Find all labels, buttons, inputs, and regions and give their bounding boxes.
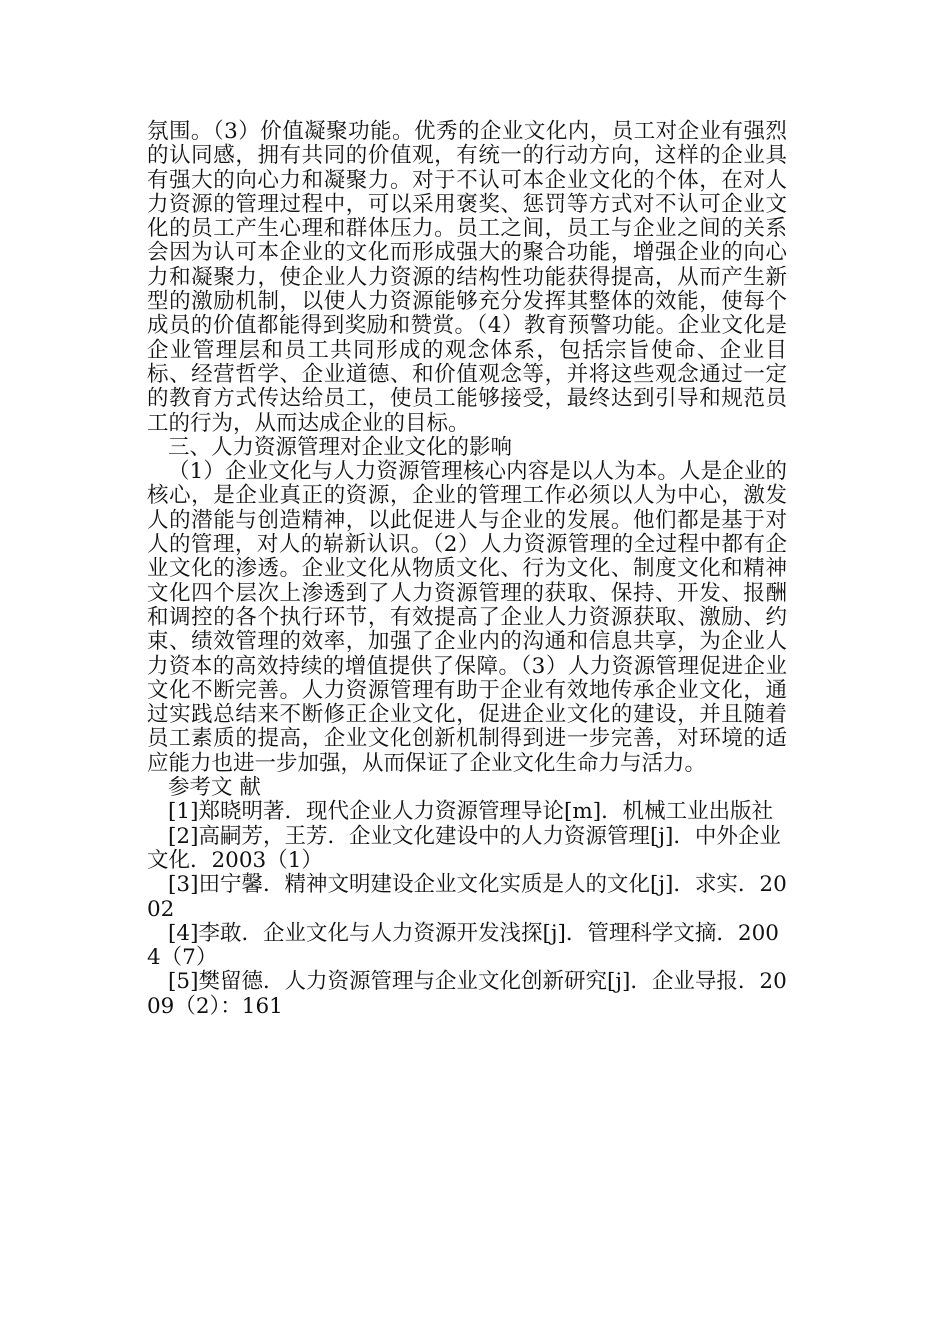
reference-item: [4]李敢．企业文化与人力资源开发浅探[j]．管理科学文摘．2004（7） xyxy=(147,920,779,971)
reference-item: [2]高嗣芳，王芳．企业文化建设中的人力资源管理[j]．中外企业文化．2003（1） xyxy=(147,823,781,873)
references-list xyxy=(147,800,787,1019)
body-paragraph: 氛围。（3）价值凝聚功能。优秀的企业文化内，员工对企业有强烈的认同感，拥有共同的价值观，有统一的行动方向，这样的企业具有强大的向心力和凝聚力。对于不认可本企业文化的个体，在对人力资源的管理过程中，可以采用褒奖、惩罚等方式对不认可企业文化的员工产生心理和群体压力。员工之间，员工与企业之间的关系会因为认可本企业的文化而形成强大的聚合功能，增强企业的向心力和凝聚力，使企业人力资源的结构性功能获得提高，从而产生新型的激励机制，以使人力资源能够充分发挥其整体的效能，使每个成员的价值都能得到奖励和赞赏。（4）教育预警功能。企业文化是企业管理层和员工共同形成的观念体系，包括宗旨使命、企业目标、经营哲学、企业道德、和价值观念等，并将这些观念通过一定的教育方式传达给员工，使员工能够接受，最终达到引导和规范员工的行为，从而达成企业的目标。 xyxy=(147,119,787,436)
reference-item: [3]田宁馨．精神文明建设企业文化实质是人的文化[j]．求实．2002 xyxy=(147,872,787,922)
references-title: 参考文 献 xyxy=(168,775,261,801)
document-page xyxy=(147,120,787,1019)
reference-item: [5]樊留德．人力资源管理与企业文化创新研究[j]．企业导报．2009（2）：161 xyxy=(147,969,787,1019)
reference-item: [1]郑晓明著．现代企业人力资源管理导论[m]．机械工业出版社 xyxy=(168,799,774,825)
section-heading: 三、人力资源管理对企业文化的影响 xyxy=(168,434,513,460)
body-paragraph: （1）企业文化与人力资源管理核心内容是以人为本。人是企业的核心，是企业真正的资源，企业的管理工作必须以人为中心，激发人的潜能与创造精神，以此促进人与企业的发展。他们都是基于对人的管理，对人的崭新认识。（2）人力资源管理的全过程中都有企业文化的渗透。企业文化从物质文化、行为文化、制度文化和精神文化四个层次上渗透到了人力资源管理的获取、保持、开发、报酬和调控的各个执行环节，有效提高了企业人力资源获取、激励、约束、绩效管理的效率，加强了企业内的沟通和信息共享，为企业人力资本的高效持续的增值提供了保障。（3）人力资源管理促进企业文化不断完善。人力资源管理有助于企业有效地传承企业文化，通过实践总结来不断修正企业文化，促进企业文化的建设，并且随着员工素质的提高，企业文化创新机制得到进一步完善，对环境的适应能力也进一步加强，从而保证了企业文化生命力与活力。 xyxy=(147,459,787,776)
